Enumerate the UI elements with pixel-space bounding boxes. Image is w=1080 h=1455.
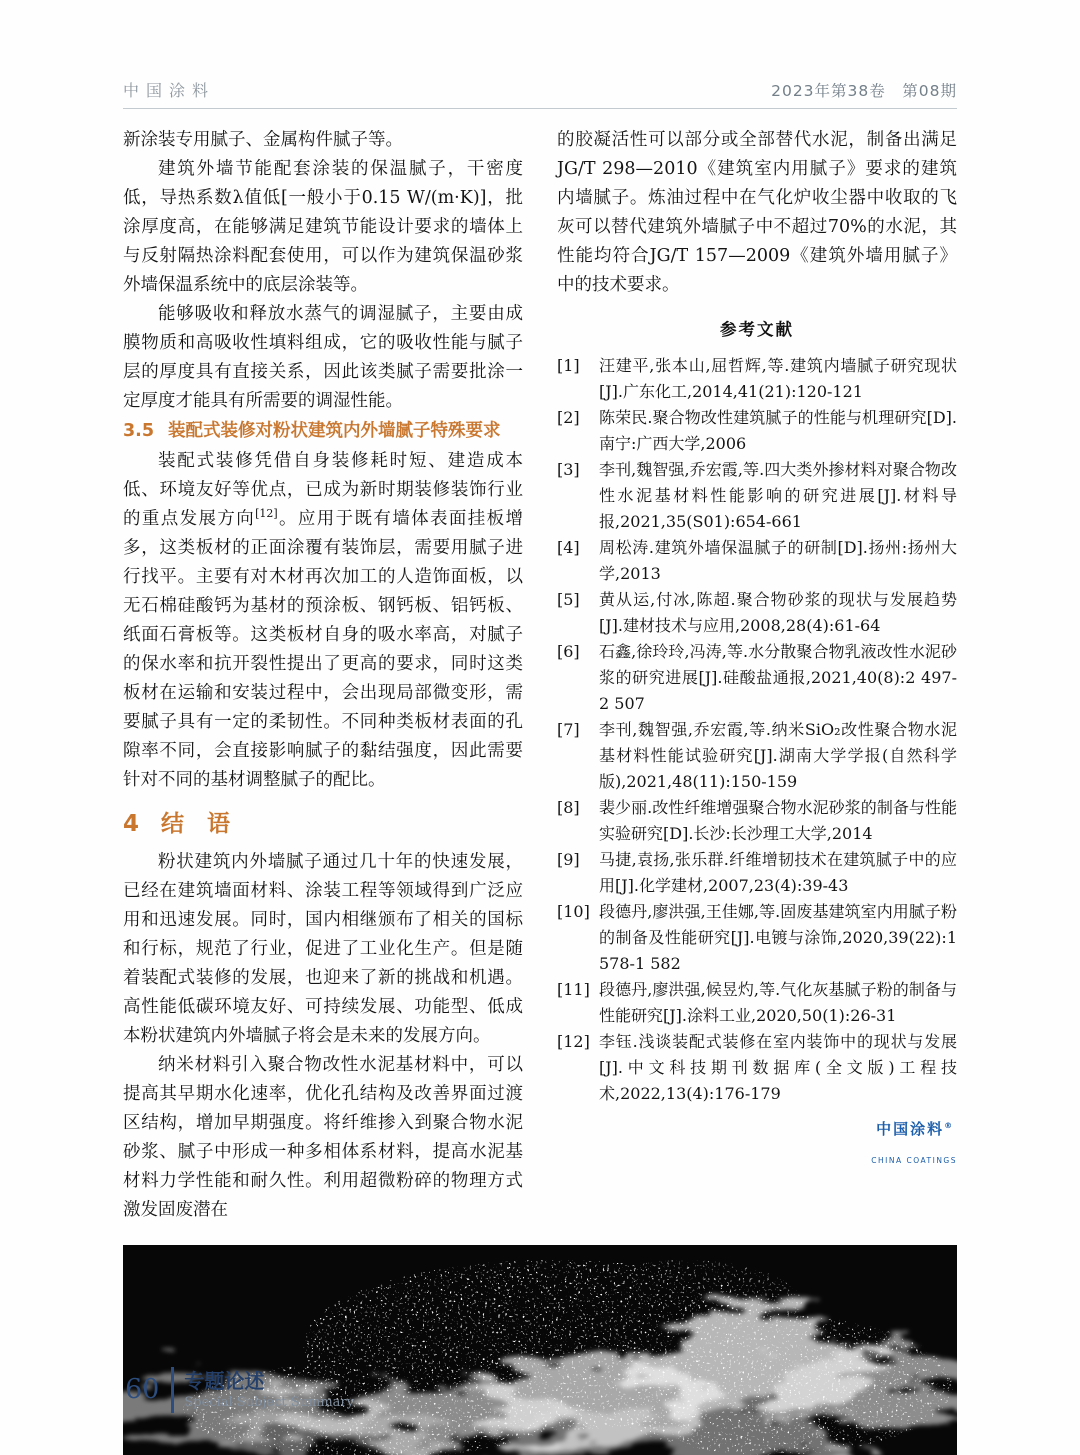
reference-text: 汪建平,张本山,屈哲辉,等.建筑内墙腻子研究现状[J].广东化工,2014,41(21):120-121 (599, 356, 957, 401)
page-footer (125, 1367, 354, 1413)
powder-explosion-image (123, 1245, 957, 1455)
reference-number: [1] (557, 356, 580, 375)
reference-item (557, 405, 957, 457)
reference-number: [11] (557, 980, 590, 999)
section-title: 结 语 (161, 811, 231, 837)
reference-number: [2] (557, 408, 580, 427)
reference-text: 裴少丽.改性纤维增强聚合物水泥砂浆的制备与性能实验研究[D].长沙:长沙理工大学,2014 (599, 798, 957, 843)
reference-number: [6] (557, 642, 580, 661)
reference-item (557, 639, 957, 717)
reference-text: 李刊,魏智强,乔宏霞,等.纳米SiO₂改性聚合物水泥基材料性能试验研究[J].湖南大学学报(自然科学版),2021,48(11):150-159 (599, 720, 957, 791)
reference-text: 石鑫,徐玲玲,冯涛,等.水分散聚合物乳液改性水泥砂浆的研究进展[J].硅酸盐通报,2021,40(8):2 497-2 507 (599, 642, 957, 713)
reference-text: 周松涛.建筑外墙保温腻子的研制[D].扬州:扬州大学,2013 (599, 538, 957, 583)
page-header (123, 78, 957, 109)
paragraph: 能够吸收和释放水蒸气的调湿腻子，主要由成膜物质和高吸收性填料组成，它的吸收性能与腻子层的厚度具有直接关系，因此该类腻子需要批涂一定厚度才能具有所需要的调湿性能。 (123, 304, 523, 411)
journal-name: 中国涂料 (123, 81, 216, 100)
footer-divider-bar (171, 1367, 174, 1413)
section-title: 装配式装修对粉状建筑内外墙腻子特殊要求 (168, 421, 501, 441)
registered-mark-icon: ® (944, 1121, 953, 1130)
paragraph (123, 447, 523, 795)
reference-text: 李刊,魏智强,乔宏霞,等.四大类外掺材料对聚合物改性水泥基材料性能影响的研究进展[J].材料导报,2021,35(S01):654-661 (599, 460, 957, 531)
reference-item (557, 587, 957, 639)
reference-text: 陈荣民.聚合物改性建筑腻子的性能与机理研究[D].南宁:广西大学,2006 (599, 408, 957, 453)
publisher-logo-wrap (557, 1115, 957, 1173)
reference-item (557, 977, 957, 1029)
citation-superscript: [12] (255, 507, 278, 521)
reference-number: [3] (557, 460, 580, 479)
reference-number: [12] (557, 1032, 590, 1051)
section-number: 4 (123, 811, 140, 837)
section-heading-4 (123, 810, 523, 839)
reference-text: 黄从运,付冰,陈超.聚合物砂浆的现状与发展趋势[J].建材技术与应用,2008,28(4):61-64 (599, 590, 957, 635)
reference-number: [5] (557, 590, 580, 609)
references-title: 参考文献 (720, 320, 794, 339)
china-coatings-logo (871, 1115, 957, 1173)
reference-item (557, 899, 957, 977)
reference-text: 马捷,袁扬,张乐群.纤维增韧技术在建筑腻子中的应用[J].化学建材,2007,23(4):39-43 (599, 850, 957, 895)
reference-text: 段德丹,廖洪强,候昱灼,等.气化灰基腻子粉的制备与性能研究[J].涂料工业,2020,50(1):26-31 (599, 980, 957, 1025)
paragraph-text: 装配式装修凭借自身装修耗时短、建造成本低、环境友好等优点，已成为新时期装修装饰行业的重点发展方向 (123, 451, 523, 529)
reference-item (557, 535, 957, 587)
page-number: 60 (125, 1374, 160, 1405)
section-heading-3-5 (123, 417, 523, 446)
reference-number: [7] (557, 720, 580, 739)
paragraph: 纳米材料引入聚合物改性水泥基材料中，可以提高其早期水化速率，优化孔结构及改善界面过渡区结构，增加早期强度。将纤维掺入到聚合物水泥砂浆、腻子中形成一种多相体系材料，提高水泥基材料力学性能和耐久性。利用超微粉碎的物理方式激发固废潜在 (123, 1055, 523, 1220)
right-column (557, 126, 957, 1225)
logo-subtitle: CHINA COATINGS (871, 1156, 957, 1165)
reference-item (557, 717, 957, 795)
reference-item (557, 457, 957, 535)
reference-text: 李钰.浅谈装配式装修在室内装饰中的现状与发展[J].中文科技期刊数据库(全文版)工程技术,2022,13(4):176-179 (599, 1032, 957, 1103)
logo-name: 中国涂料® (876, 1120, 953, 1138)
paragraph-text: 。应用于既有墙体表面挂板增多，这类板材的正面涂覆有装饰层，需要用腻子进行找平。主要有对木材再次加工的人造饰面板，以无石棉硅酸钙为基材的预涂板、钢钙板、铝钙板、纸面石膏板等。这类板材自身的吸水率高，对腻子的保水率和抗开裂性提出了更高的要求，同时这类板材在运输和安装过程中，会出现局部微变形，需要腻子具有一定的柔韧性。不同种类板材表面的孔隙率不同，会直接影响腻子的黏结强度，因此需要针对不同的基材调整腻子的配比。 (123, 509, 524, 790)
reference-number: [4] (557, 538, 580, 557)
reference-text: 段德丹,廖洪强,王佳娜,等.固废基建筑室内用腻子粉的制备及性能研究[J].电镀与涂饰,2020,39(22):1 578-1 582 (599, 902, 957, 973)
paragraph: 新涂装专用腻子、金属构件腻子等。 (123, 130, 403, 150)
section-number: 3.5 (123, 421, 155, 441)
two-column-body (123, 126, 957, 1225)
paragraph: 粉状建筑内外墙腻子通过几十年的快速发展，已经在建筑墙面材料、涂装工程等领域得到广泛应用和迅速发展。同时，国内相继颁布了相关的国标和行标，规范了行业，促进了工业化生产。但是随着装配式装修的发展，也迎来了新的挑战和机遇。高性能低碳环境友好、可持续发展、功能型、低成本粉状建筑内外墙腻子将会是未来的发展方向。 (123, 852, 523, 1046)
reference-item (557, 847, 957, 899)
reference-item (557, 795, 957, 847)
issue-info: 2023年第38卷 第08期 (771, 82, 957, 100)
reference-number: [9] (557, 850, 580, 869)
paragraph: 的胶凝活性可以部分或全部替代水泥，制备出满足JG/T 298—2010《建筑室内用腻子》要求的建筑内墙腻子。炼油过程中在气化炉收尘器中收取的飞灰可以替代建筑外墙腻子中不超过70%的水泥，其性能均符合JG/T 157—2009《建筑外墙用腻子》中的技术要求。 (557, 130, 957, 295)
reference-number: [8] (557, 798, 580, 817)
reference-item (557, 1029, 957, 1107)
left-column (123, 126, 523, 1225)
reference-item (557, 353, 957, 405)
paragraph: 建筑外墙节能配套涂装的保温腻子，干密度低，导热系数λ值低[一般小于0.15 W/(m·K)]，批涂厚度高，在能够满足建筑节能设计要求的墙体上与反射隔热涂料配套使用，可以作为建筑保温砂浆外墙保温系统中的底层涂装等。 (123, 159, 523, 295)
reference-number: [10] (557, 902, 590, 921)
footer-section-title: 专题论述 (184, 1368, 265, 1393)
footer-section-subtitle: Special Subject Summary (184, 1394, 354, 1410)
